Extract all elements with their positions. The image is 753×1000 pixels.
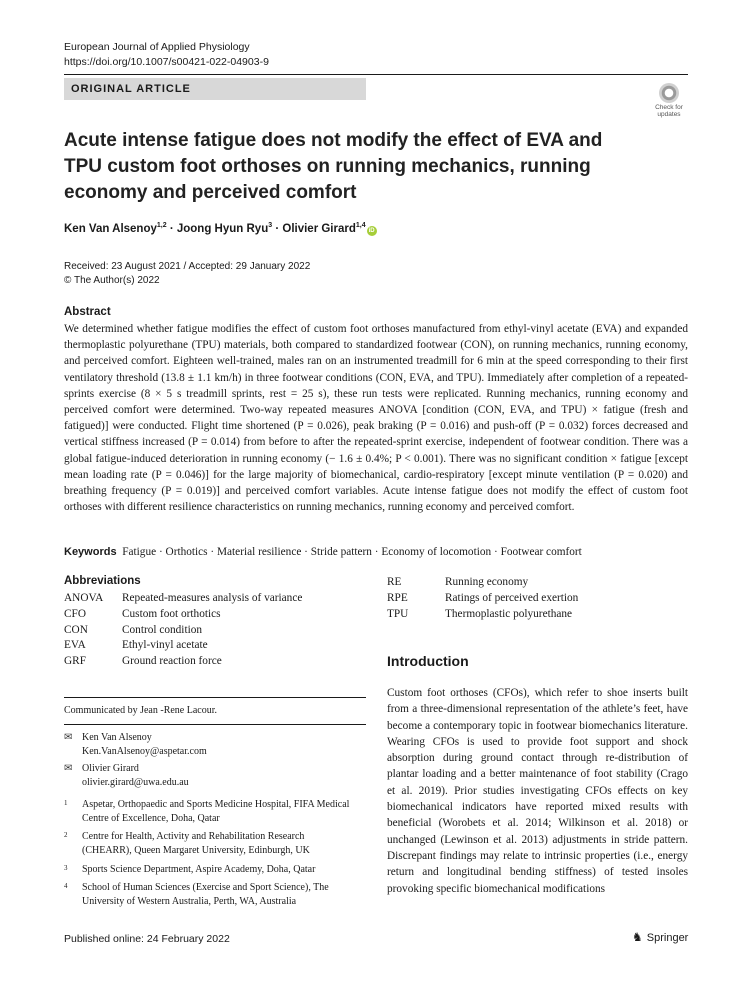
affiliation-text: Centre for Health, Activity and Rehabilitation Research (CHEARR), Queen Margaret University, Edinburgh, UK [82,831,310,856]
abbreviation-row [64,623,302,639]
copyright-line: © The Author(s) 2022 [64,275,160,286]
abstract-heading: Abstract [64,306,111,318]
abbreviation-term: GRF [64,655,86,668]
introduction-heading: Introduction [387,653,469,669]
author-affiliation-sup: 1,4 [355,222,366,230]
footnote-divider [64,724,366,725]
author-separator: · [272,223,283,235]
check-for-updates-button[interactable] [649,83,689,121]
contact-email[interactable]: Ken.VanAlsenoy@aspetar.com [82,745,207,757]
author-name[interactable]: Ken Van Alsenoy [64,223,157,235]
affiliation-number: 1 [64,799,68,807]
author-name[interactable]: Olivier Girard [282,223,356,235]
abbreviation-definition: Repeated-measures analysis of variance [122,592,303,604]
envelope-icon: ✉ [64,763,73,774]
author-list [64,221,377,237]
abbreviation-definition: Ground reaction force [122,655,222,668]
contact-entry [64,762,189,789]
affiliation-item [64,881,364,908]
affiliation-number: 3 [64,864,68,872]
abbreviation-term: RE [387,576,402,588]
header-rule [64,74,688,75]
abbreviation-definition: Thermoplastic polyurethane [445,607,573,620]
author-name[interactable]: Joong Hyun Ryu [176,223,269,235]
footnote-divider [64,697,366,698]
doi-link[interactable]: https://doi.org/10.1007/s00421-022-04903-9 [64,56,269,68]
abbreviation-term: RPE [387,591,408,604]
keywords-heading: Keywords [64,546,117,558]
envelope-icon: ✉ [64,732,73,743]
contact-entry [64,731,207,758]
published-online: Published online: 24 February 2022 [64,933,230,945]
abbreviations-table-right [387,575,578,622]
author-affiliation-sup: 1,2 [156,222,167,230]
springer-horse-icon: ♞ [632,930,643,944]
abbreviation-definition: Control condition [122,623,203,636]
author-separator: · [166,223,177,235]
article-title: Acute intense fatigue does not modify the effect of EVA and TPU custom foot orthoses on running mechanics, running economy and perceived comfort [64,130,603,203]
abbreviations-heading: Abbreviations [64,575,141,587]
abbreviation-definition: Running economy [445,576,529,588]
abbreviation-row [387,591,578,607]
check-updates-icon [659,83,679,103]
contact-name: Olivier Girard [82,763,139,774]
check-updates-label-2: updates [657,111,681,118]
abbreviation-term: EVA [64,639,86,652]
abbreviation-definition: Ratings of perceived exertion [445,591,579,604]
affiliation-text: School of Human Sciences (Exercise and Sport Science), The University of Western Australia, Perth, WA, Australia [82,882,329,907]
abbreviation-row [387,575,578,591]
journal-name: European Journal of Applied Physiology [64,41,250,53]
orcid-icon[interactable]: iD [368,228,375,234]
article-type-badge: ORIGINAL ARTICLE [64,78,366,100]
abbreviation-term: ANOVA [64,592,104,604]
keywords-line [64,544,688,560]
abbreviation-row [64,591,302,607]
affiliation-item [64,830,364,857]
publisher-logo[interactable] [632,930,688,944]
contact-email[interactable]: olivier.girard@uwa.edu.au [82,776,189,788]
received-accepted-dates: Received: 23 August 2021 / Accepted: 29 January 2022 [64,261,311,272]
abbreviation-term: CON [64,623,88,636]
publisher-name: Springer [646,932,689,944]
communicated-by: Communicated by Jean -Rene Lacour. [64,705,218,716]
abbreviation-row [64,654,302,670]
abbreviations-table-left [64,591,302,670]
abbreviation-term: CFO [64,607,86,620]
abbreviation-definition: Custom foot orthotics [122,607,221,620]
affiliation-number: 4 [64,882,68,890]
author-affiliation-sup: 3 [268,222,273,230]
introduction-text: Custom foot orthoses (CFOs), which refer to shoe inserts built from a three-dimensional representation of the athlete’s feet, have become a contemporary topic in footwear biomechanics literature. Wearing CFOs is used to provide foot support and shock absorption during ground contact through re-distribution of plantar loading and a better maintenance of foot stability (Crago et al. 2019). Prior studies investigating CFOs effects on key biomechanical indicators have reported mixed results with beneficial (Worobets et al. 2014; Wilkinson et al. 2018) or unchanged (Lewinson et al. 2013) adjustments in stride pattern. Discrepant findings may relate to intrinsic properties (i.e., energy return and longitudinal bending stiffness) of tested insoles provoking specific biomechanical modifications [387,687,688,895]
keywords-list: Fatigue · Orthotics · Material resilience · Stride pattern · Economy of locomotion · Footwear comfort [122,546,582,558]
affiliation-number: 2 [64,831,68,839]
affiliation-item [64,798,364,825]
journal-header [64,40,269,70]
abbreviation-row [64,607,302,623]
abbreviation-row [387,607,578,623]
abstract-text: We determined whether fatigue modifies the effect of custom foot orthoses manufactured from ethyl-vinyl acetate (EVA) and expanded thermoplastic polyurethane (TPU) materials, both compared to standardized footwear (CON), on running mechanics, running economy, and perceived comfort. Eighteen well-trained, males ran on an instrumented treadmill for 6 min at the speed corresponding to their first ventilatory threshold (13.8 ± 1.1 km/h) in three footwear conditions (CON, EVA, and TPU). Immediately after completion of a repeated-sprints exercise (8 × 5 s treadmill sprints, rest = 25 s), these run tests were replicated. Running mechanics, running economy and perceived comfort were determined. Two-way repeated measures ANOVA [condition (CON, EVA, and TPU) × fatigue (fresh and fatigued)] were conducted. Flight time shortened (P = 0.026), peak braking (P = 0.016) and push-off (P = 0.032) forces decreased and vertical stiffness increased (P = 0.014) from before to after the repeated-sprint exercise, independent of footwear condition. There was a global fatigue-induced deterioration in running economy (− 1.6 ± 0.4%; P < 0.001). There was no significant condition × fatigue [except mean loading rate (P = 0.046)] for the large majority of biomechanical, cardio-respiratory [except minute ventilation (P = 0.020) and breathing frequency (P = 0.019)] and perceived comfort variables. Acute intense fatigue does not modify the effect of custom foot orthoses with different resilience characteristics on running mechanics, running economy and perceived comfort. [64,323,688,514]
affiliation-text: Aspetar, Orthopaedic and Sports Medicine Hospital, FIFA Medical Centre of Excellence, Doha, Qatar [82,799,350,824]
affiliation-text: Sports Science Department, Aspire Academy, Doha, Qatar [82,864,316,875]
abbreviation-definition: Ethyl-vinyl acetate [122,639,208,652]
abbreviation-term: TPU [387,607,409,620]
abbreviation-row [64,638,302,654]
affiliation-item [64,863,364,877]
check-updates-label-1: Check for [655,104,683,111]
article-dates [64,260,310,288]
contact-name: Ken Van Alsenoy [82,732,152,743]
